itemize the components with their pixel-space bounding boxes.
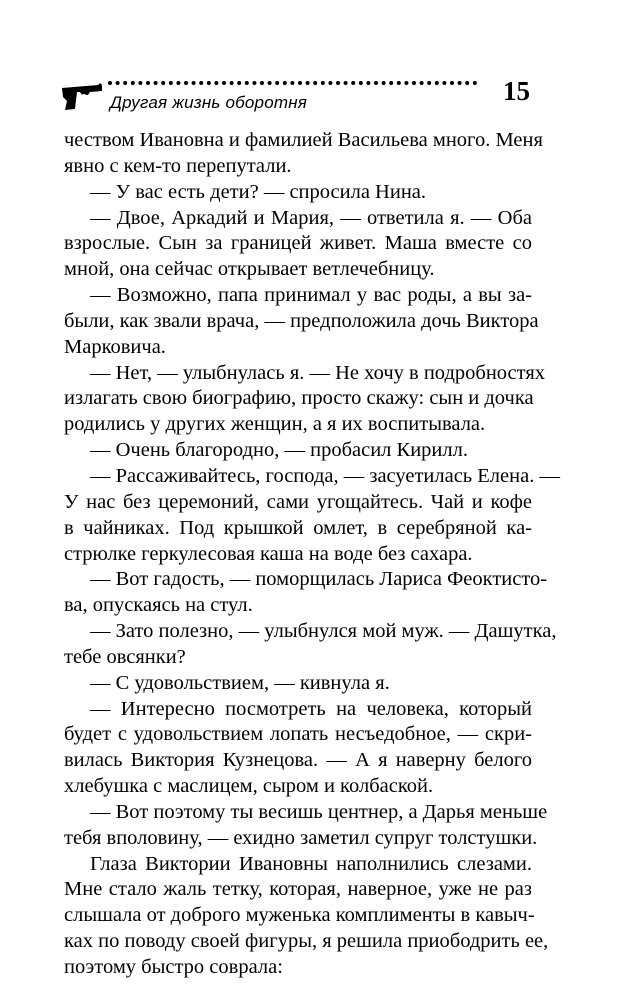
- text-line: слышала от доброго муженька комплименты в кавыч-: [64, 904, 535, 927]
- text-line: будет с удовольствием лопать несъедобное, — скри-: [64, 723, 532, 746]
- text-line: мной, она сейчас открывает ветлечебницу.: [64, 258, 435, 281]
- text-line: У нас без церемоний, сами угощайтесь. Чай и кофе: [64, 490, 532, 513]
- text-line: были, как звали врача, — предположила дочь Виктора: [64, 309, 539, 332]
- text-line: вилась Виктория Кузнецова. — А я наверну белого: [64, 749, 532, 772]
- text-line: стрюлке геркулесовая каша на воде без сахара.: [64, 542, 473, 565]
- text-line: тебе овсянки?: [64, 645, 186, 668]
- text-line: ва, опускаясь на стул.: [64, 594, 253, 617]
- text-line: — Интересно посмотреть на человека, который: [90, 697, 532, 720]
- text-line: чеством Ивановна и фамилией Васильева много. Меня: [64, 129, 543, 151]
- text-line: — Вот поэтому ты весишь центнер, а Дарья меньше: [90, 800, 548, 823]
- text-line: поэтому быстро соврала:: [64, 956, 283, 978]
- book-title: Другая жизнь оборотня: [110, 93, 308, 112]
- header-dotted-rule: [106, 76, 478, 90]
- text-line: — Очень благородно, — пробасил Кирилл.: [90, 439, 468, 462]
- text-line: хлебушка с маслицем, сыром и колбаской.: [64, 775, 434, 798]
- text-line: — Двое, Аркадий и Мария, — ответила я. — Оба: [90, 206, 532, 229]
- text-line: — Возможно, папа принимал у вас роды, а вы за-: [90, 284, 532, 307]
- text-line: — Вот гадость, — поморщилась Лариса Феоктисто-: [90, 568, 548, 591]
- running-header: [60, 74, 530, 118]
- text-line: явно с кем-то перепутали.: [64, 154, 292, 177]
- text-line: родились у других женщин, а я их воспитывала.: [64, 413, 486, 436]
- body-text: [64, 128, 560, 981]
- text-line: взрослые. Сын за границей живет. Маша вместе со: [64, 232, 532, 255]
- text-line: Мне стало жаль тетку, которая, наверное, уже не раз: [64, 878, 532, 901]
- text-line: — Нет, — улыбнулась я. — Не хочу в подробностях: [90, 361, 546, 384]
- text-line: ках по поводу своей фигуры, я решила приободрить ее,: [64, 930, 549, 953]
- text-line: — У вас есть дети? — спросила Нина.: [90, 180, 427, 203]
- page-number: 15: [503, 76, 530, 106]
- text-line: — Рассаживайтесь, господа, — засуетилась Елена. —: [90, 464, 560, 487]
- text-line: излагать свою биографию, просто скажу: сын и дочка: [64, 387, 534, 410]
- text-line: в чайниках. Под крышкой омлет, в серебряной ка-: [64, 516, 532, 539]
- revolver-icon: [60, 82, 104, 112]
- text-line: тебя вполовину, — ехидно заметил супруг толстушки.: [64, 826, 538, 849]
- text-line: — Зато полезно, — улыбнулся мой муж. — Дашутка,: [90, 620, 557, 643]
- text-line: Марковича.: [64, 335, 166, 358]
- text-line: — С удовольствием, — кивнула я.: [90, 671, 390, 694]
- text-line: Глаза Виктории Ивановны наполнились слезами.: [90, 852, 532, 875]
